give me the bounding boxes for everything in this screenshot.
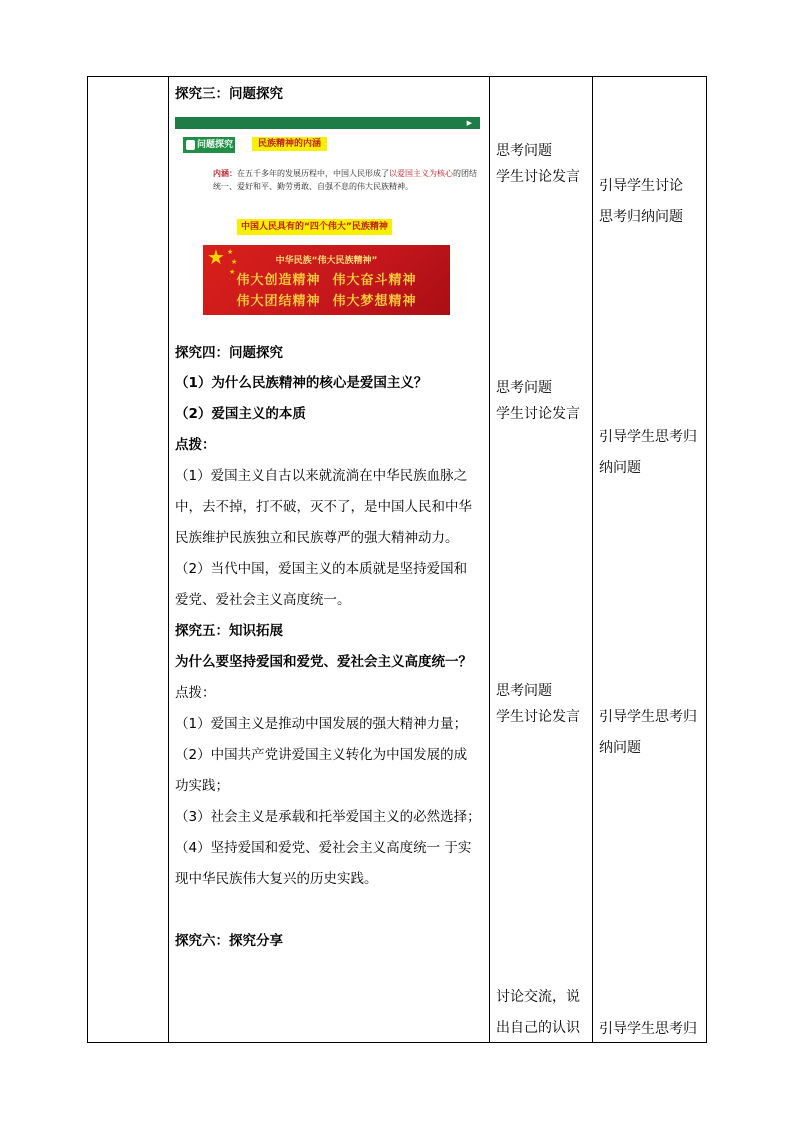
paragraph-line: （3）社会主义是承载和托举爱国主义的必然选择；	[175, 809, 481, 825]
slide-header-bar	[175, 117, 480, 129]
index-column	[88, 77, 168, 1042]
star-icon: ★	[231, 258, 238, 266]
slide-definition-highlight: 以爱国主义为核心	[389, 169, 453, 178]
teacher-activity: 引导学生思考归	[599, 709, 697, 725]
star-icon: ★	[229, 268, 236, 276]
paragraph-line: （1）爱国主义是推动中国发展的强大精神力量；	[175, 716, 468, 732]
teacher-activity: 纳问题	[599, 460, 641, 476]
student-activity: 学生讨论发言	[496, 169, 580, 185]
slide-definition-text: 在五千多年的发展历程中，中国人民形成了	[237, 169, 389, 178]
hint-label: 点拨：	[175, 685, 216, 701]
star-icon: ★	[227, 248, 234, 256]
teacher-activity: 引导学生讨论	[599, 178, 683, 194]
paragraph-line: 民族维护民族独立和民族尊严的强大精神动力。	[175, 530, 459, 546]
paragraph-line: （2）当代中国，爱国主义的本质就是坚持爱国和	[175, 561, 468, 577]
slide-spirit-row	[203, 290, 450, 309]
paragraph-line: （4）坚持爱国和爱党、爱社会主义高度统一 于实	[175, 840, 472, 856]
paragraph-line: 中，去不掉，打不破，灭不了，是中国人民和中华	[175, 499, 472, 515]
student-activity: 思考问题	[496, 380, 552, 396]
spirit-item: 伟大梦想精神	[332, 294, 417, 309]
star-icon: ★	[207, 245, 225, 269]
spirit-item: 伟大创造精神	[236, 273, 321, 288]
person-icon	[186, 140, 195, 150]
section-heading-4: 探究四：问题探究	[175, 345, 283, 361]
slide-topic: 民族精神的内涵	[252, 137, 327, 151]
slide-red-title: 中华民族“伟大民族精神”	[275, 256, 378, 266]
hint-label: 点拨：	[175, 437, 216, 453]
student-activity-column	[490, 77, 592, 1042]
teacher-activity: 引导学生思考归	[599, 1021, 697, 1037]
paragraph-line: （2）中国共产党讲爱国主义转化为中国发展的成	[175, 747, 468, 763]
slide-banner: 中国人民具有的“四个伟大”民族精神	[237, 219, 392, 235]
slide-image	[175, 117, 480, 317]
teacher-activity: 纳问题	[599, 740, 641, 756]
paragraph-line: （1）爱国主义自古以来就流淌在中华民族血脉之	[175, 468, 468, 484]
question: 为什么要坚持爱国和爱党、爱社会主义高度统一？	[175, 654, 472, 670]
question: （2）爱国主义的本质	[175, 406, 306, 422]
student-activity: 思考问题	[496, 143, 552, 159]
student-activity: 出自己的认识	[496, 1020, 580, 1036]
paragraph-line: 现中华民族伟大复兴的历史实践。	[175, 871, 378, 887]
slide-definition-text-end: 的团结统一、爱好和平、勤劳勇敢、自强不息的伟大民族精神。	[213, 169, 477, 191]
student-activity: 思考问题	[496, 683, 552, 699]
slide-definition-label: 内涵：	[213, 169, 237, 178]
teacher-activity-column	[593, 77, 708, 1042]
paragraph-line: 爱党、爱社会主义高度统一。	[175, 592, 351, 608]
student-activity: 学生讨论发言	[496, 406, 580, 422]
question: （1）为什么民族精神的核心是爱国主义？	[175, 375, 428, 391]
slide-logo: ▶	[466, 119, 472, 127]
slide-red-panel	[203, 245, 450, 315]
student-activity: 学生讨论发言	[496, 709, 580, 725]
student-activity: 讨论交流，说	[496, 989, 580, 1005]
spirit-item: 伟大奋斗精神	[332, 273, 417, 288]
slide-tag-label: 问题探究	[197, 140, 234, 150]
section-heading-6: 探究六：探究分享	[175, 933, 283, 949]
content-column	[169, 77, 489, 1042]
paragraph-line: 功实践；	[175, 778, 229, 794]
slide-definition	[213, 167, 478, 193]
slide-spirit-row	[203, 269, 450, 288]
teacher-activity: 思考归纳问题	[599, 209, 683, 225]
lesson-table	[87, 76, 707, 1043]
section-heading-3: 探究三：问题探究	[175, 86, 283, 102]
spirit-item: 伟大团结精神	[236, 294, 321, 309]
slide-tag	[183, 137, 235, 153]
teacher-activity: 引导学生思考归	[599, 429, 697, 445]
section-heading-5: 探究五：知识拓展	[175, 623, 283, 639]
